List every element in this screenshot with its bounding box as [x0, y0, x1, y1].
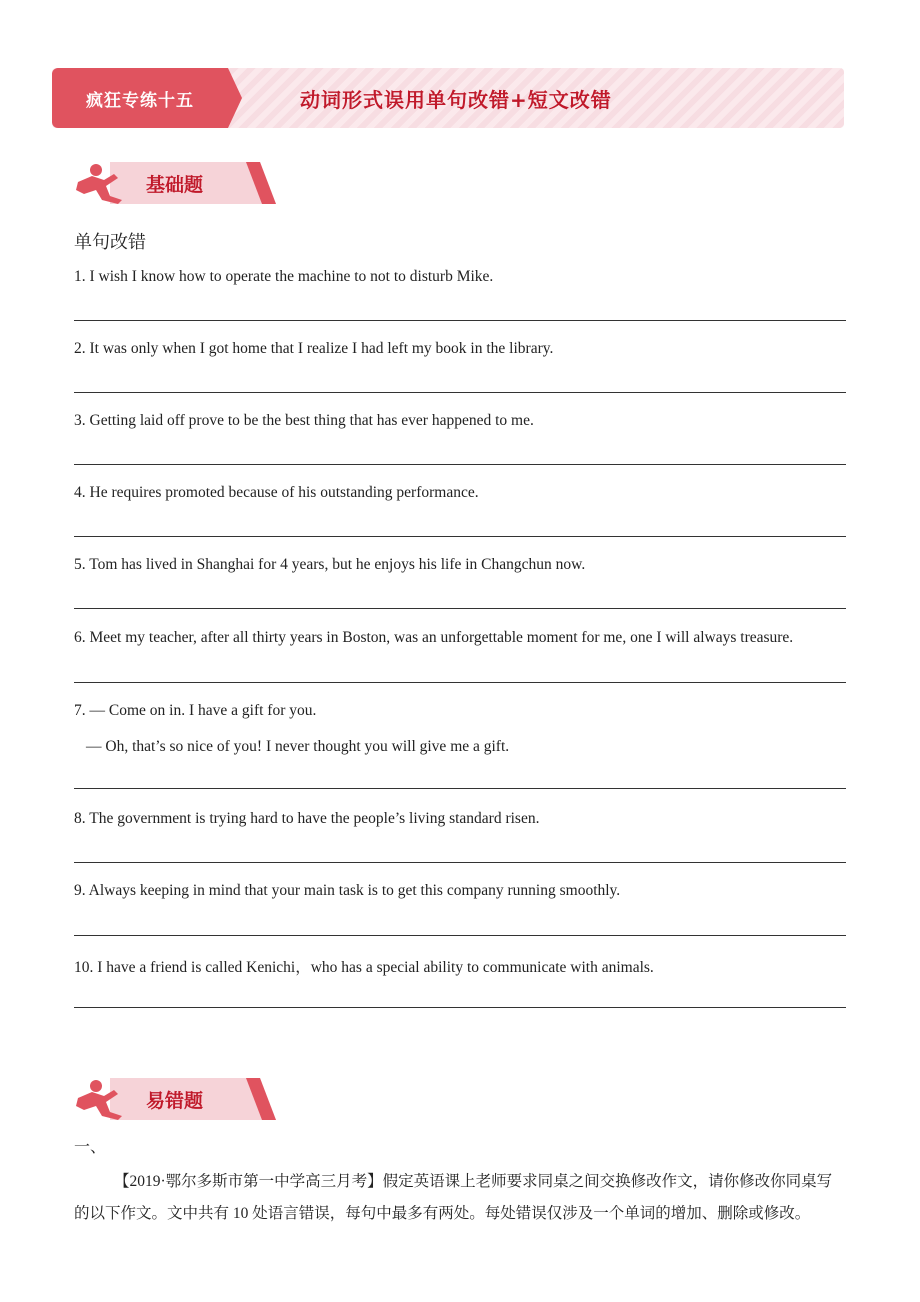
section-heading: 一、 [74, 1137, 107, 1156]
answer-line [74, 464, 846, 465]
question-8: 8. The government is trying hard to have the people’s living standard risen. [74, 810, 540, 827]
question-10: 10. I have a friend is called Kenichi，who has a special ability to communicate with animals. [74, 959, 654, 976]
question-7: 7. — Come on in. I have a gift for you. [74, 702, 317, 719]
answer-line [74, 536, 846, 537]
answer-line [74, 682, 846, 683]
question-5: 5. Tom has lived in Shanghai for 4 years, but he enjoys his life in Changchun now. [74, 556, 586, 573]
answer-line [74, 608, 846, 609]
answer-line [74, 320, 846, 321]
answer-line [74, 935, 846, 936]
answer-line [74, 392, 846, 393]
question-4: 4. He requires promoted because of his outstanding performance. [74, 484, 479, 501]
section-badge-label: 易错题 [146, 1090, 204, 1112]
section-heading: 单句改错 [74, 232, 146, 253]
question-2: 2. It was only when I got home that I realize I had left my book in the library. [74, 340, 554, 357]
page-title: 动词形式误用单句改错+短文改错 [300, 88, 612, 112]
question-9: 9. Always keeping in mind that your main task is to get this company running smoothly. [74, 882, 621, 899]
question-6: 6. Meet my teacher, after all thirty years in Boston, was an unforgettable moment for me, one I will always treasure. [74, 629, 794, 646]
question-1: 1. I wish I know how to operate the machine to not to disturb Mike. [74, 268, 494, 285]
header-tag-label: 疯狂专练十五 [86, 90, 194, 111]
answer-line [74, 1007, 846, 1008]
answer-line [74, 862, 846, 863]
question-7-reply: — Oh, that’s so nice of you! I never thought you will give me a gift. [86, 738, 510, 755]
section-badge-error-prone [70, 1076, 278, 1122]
question-3: 3. Getting laid off prove to be the best thing that has ever happened to me. [74, 412, 534, 429]
section-badge-label: 基础题 [146, 174, 204, 196]
instructions-paragraph: 【2019·鄂尔多斯市第一中学高三月考】假定英语课上老师要求同桌之间交换修改作文，请你修改你同桌写的以下作文。文中共有 10 处语言错误，每句中最多有两处。每处错误仅涉及一个单词的增加、删除或修改。 [74, 1173, 833, 1222]
section-badge-basic [70, 160, 278, 206]
header-tag [52, 68, 228, 128]
header-tag-arrow [228, 68, 242, 128]
answer-line [74, 788, 846, 789]
